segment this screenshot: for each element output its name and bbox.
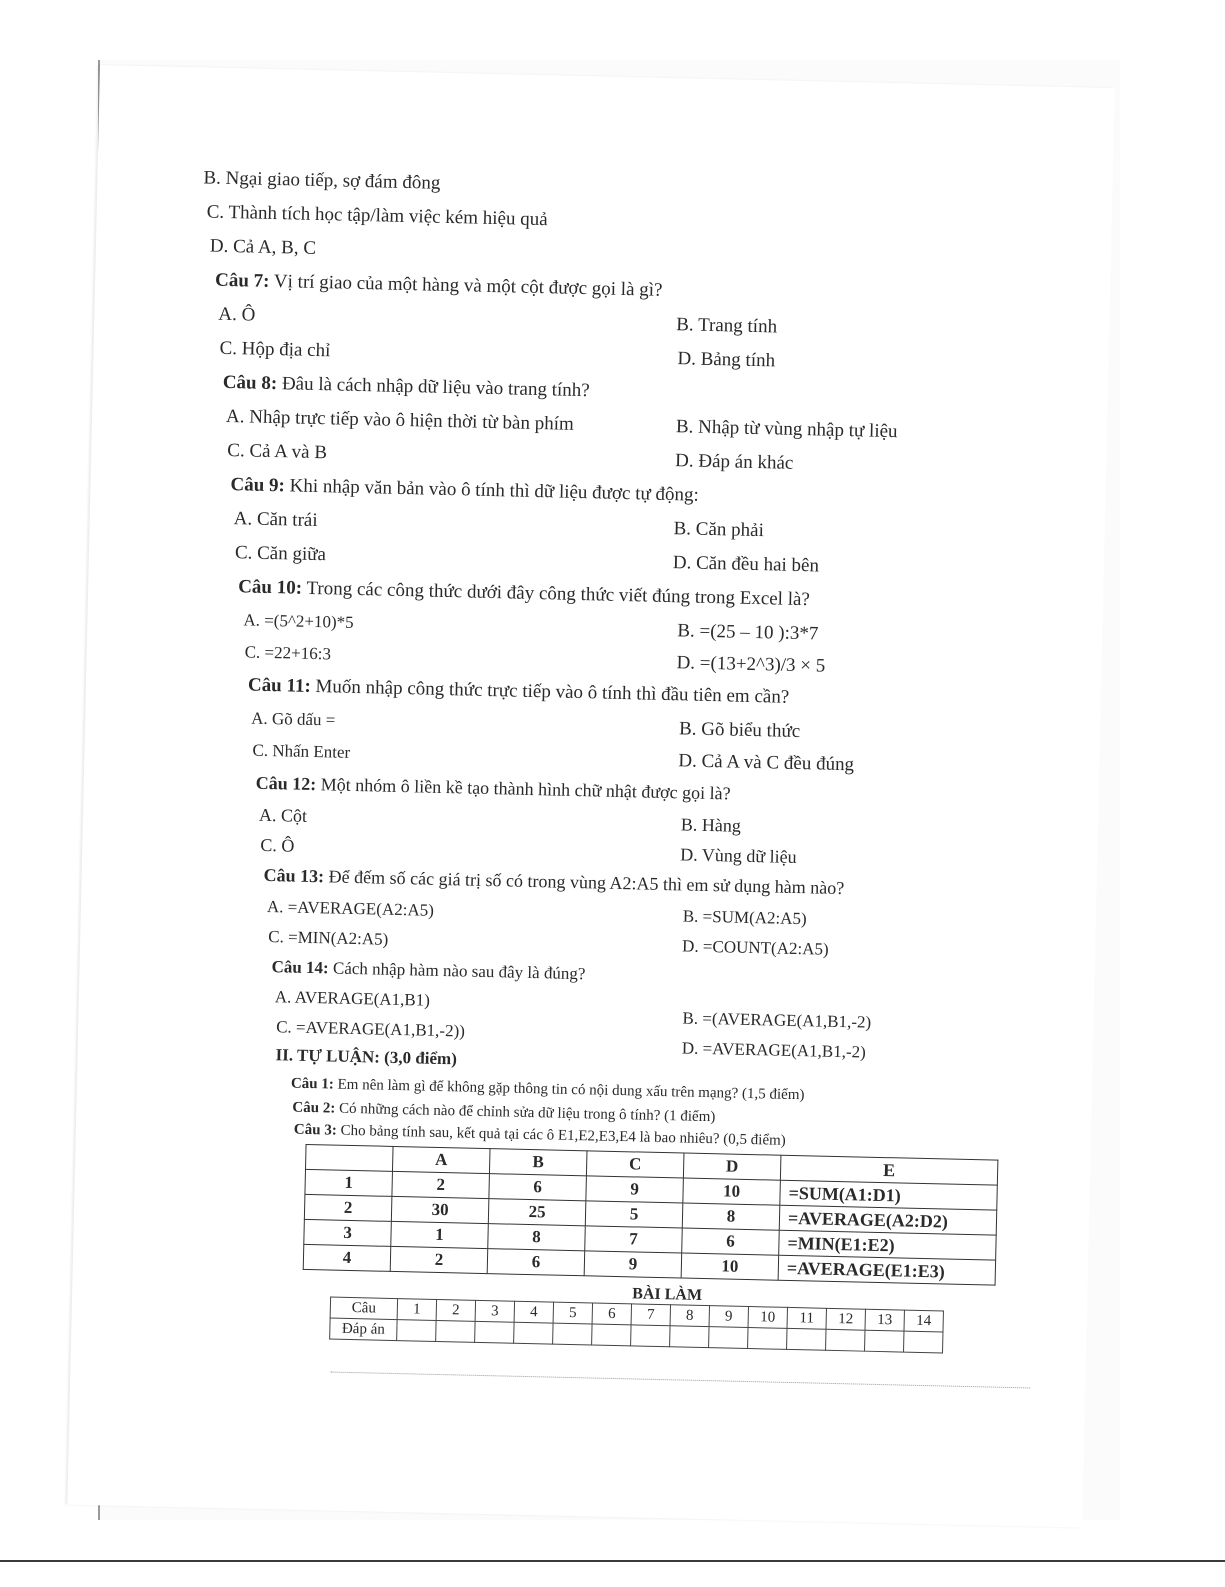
question-10-option-b: B. =(25 – 10 ):3*7 <box>677 620 819 645</box>
answer-sheet-title: BÀI LÀM <box>632 1285 703 1304</box>
essay-question-2-number: Câu 2: <box>292 1099 336 1117</box>
table-cell: 10 <box>683 1178 781 1205</box>
answer-cell <box>787 1328 826 1350</box>
question-9-option-a: A. Căn trái <box>233 508 318 532</box>
question-10-number: Câu 10: <box>237 576 303 599</box>
dotted-line <box>330 1371 1030 1389</box>
table-cell: 1 <box>305 1169 393 1196</box>
question-10-text: Trong các công thức dưới đây công thức viết đúng trong Excel là? <box>306 577 811 611</box>
table-cell: 9 <box>586 1176 684 1203</box>
question-12-text: Một nhóm ô liền kề tạo thành hình chữ nhật được gọi là? <box>320 774 731 804</box>
question-14-option-b: B. =(AVERAGE(A1,B1,-2) <box>682 1008 872 1032</box>
table-cell: =SUM(A1:D1) <box>780 1180 998 1210</box>
question-10-option-d: D. =(13+2^3)/3 × 5 <box>676 652 826 677</box>
essay-question-1 <box>291 1076 805 1105</box>
question-9 <box>230 474 699 507</box>
question-11-number: Câu 11: <box>247 674 312 697</box>
answer-cell <box>709 1327 748 1349</box>
table-header-cell: B <box>489 1149 587 1176</box>
answer-number: 7 <box>631 1304 670 1326</box>
essay-question-3-text: Cho bảng tính sau, kết quả tại các ô E1,E2,E3,E4 là bao nhiêu? (0,5 điểm) <box>340 1122 786 1149</box>
essay-question-1-number: Câu 1: <box>290 1075 335 1093</box>
question-11-option-c: C. Nhấn Enter <box>252 740 351 762</box>
question-8-number: Câu 8: <box>222 371 278 395</box>
question-8-option-b: B. Nhập từ vùng nhập tự liệu <box>675 416 898 443</box>
question-11-option-a: A. Gõ dấu = <box>251 708 336 730</box>
question-7-number: Câu 7: <box>214 269 270 292</box>
table-header-cell: D <box>683 1153 781 1180</box>
table-cell: 9 <box>584 1251 682 1278</box>
table-cell: =AVERAGE(A2:D2) <box>779 1205 997 1235</box>
question-13-option-b: B. =SUM(A2:A5) <box>682 906 807 929</box>
answer-number: 12 <box>826 1308 865 1330</box>
exam-sheet <box>67 65 1114 1528</box>
table-cell: 4 <box>303 1244 391 1271</box>
answer-cell <box>904 1331 943 1353</box>
prev-option-c: C. Thành tích học tập/làm việc kém hiệu quả <box>206 201 548 231</box>
table-cell <box>305 1144 393 1171</box>
question-12-number: Câu 12: <box>255 772 317 795</box>
answer-number: 3 <box>475 1300 514 1322</box>
answer-number: 1 <box>397 1299 436 1321</box>
table-cell: 25 <box>488 1199 586 1226</box>
question-7-option-d: D. Bảng tính <box>677 348 776 372</box>
table-cell: 3 <box>304 1219 392 1246</box>
table-cell: 6 <box>489 1174 587 1201</box>
essay-question-1-text: Em nên làm gì để không gặp thông tin có nội dung xấu trên mạng? (1,5 điểm) <box>337 1076 805 1104</box>
question-14-option-a: A. AVERAGE(A1,B1) <box>274 987 431 1010</box>
answer-cell <box>826 1329 865 1351</box>
table-cell: =MIN(E1:E2) <box>779 1230 997 1260</box>
answer-number: 4 <box>514 1301 553 1323</box>
answer-cell <box>514 1322 553 1344</box>
answer-number: 11 <box>787 1307 826 1329</box>
prev-option-d: D. Cả A, B, C <box>209 235 317 259</box>
question-12-option-d: D. Vùng dữ liệu <box>680 844 797 868</box>
question-8 <box>223 372 590 402</box>
prev-option-b: B. Ngại giao tiếp, sợ đám đông <box>203 167 441 194</box>
question-9-option-b: B. Căn phải <box>673 518 765 542</box>
question-11-option-b: B. Gõ biểu thức <box>678 718 801 743</box>
question-7-text: Vị trí giao của một hàng và một cột được gọi là gì? <box>273 271 663 301</box>
question-14 <box>271 957 585 984</box>
answer-row-label: Đáp án <box>330 1318 397 1341</box>
question-14-text: Cách nhập hàm nào sau đây là đúng? <box>332 958 586 984</box>
answer-row-label: Câu <box>330 1297 397 1320</box>
spreadsheet-table <box>303 1144 999 1286</box>
table-cell: 2 <box>390 1246 488 1273</box>
question-7 <box>215 270 663 302</box>
answer-cell <box>553 1323 592 1345</box>
answer-cell <box>748 1328 787 1350</box>
answer-sheet-table <box>329 1297 944 1354</box>
answer-number: 9 <box>709 1306 748 1328</box>
table-cell: 1 <box>391 1221 489 1248</box>
answer-cell <box>475 1321 514 1343</box>
question-9-option-c: C. Căn giữa <box>234 542 327 566</box>
answer-cell <box>670 1326 709 1348</box>
essay-heading: II. TỰ LUẬN: (3,0 điểm) <box>275 1045 458 1069</box>
question-13-option-d: D. =COUNT(A2:A5) <box>681 936 829 959</box>
table-header-cell: E <box>780 1155 998 1185</box>
scan-edge <box>0 1560 1225 1587</box>
table-cell: 10 <box>681 1253 779 1280</box>
question-7-option-c: C. Hộp địa chỉ <box>219 337 331 362</box>
question-11-text: Muốn nhập công thức trực tiếp vào ô tính thì đầu tiên em cần? <box>315 676 790 708</box>
table-cell: 6 <box>682 1228 780 1255</box>
question-14-option-d: D. =AVERAGE(A1,B1,-2) <box>681 1038 867 1062</box>
question-13 <box>263 865 844 899</box>
question-12-option-a: A. Cột <box>258 804 308 826</box>
table-header-cell: A <box>392 1146 490 1173</box>
answer-number: 8 <box>670 1305 709 1327</box>
answer-cell <box>397 1320 436 1342</box>
table-header-cell: C <box>586 1151 684 1178</box>
question-8-option-a: A. Nhập trực tiếp vào ô hiện thời từ bàn phím <box>225 405 574 435</box>
question-10-option-c: C. =22+16:3 <box>244 642 332 664</box>
question-12 <box>256 773 731 805</box>
question-8-option-d: D. Đáp án khác <box>674 450 794 474</box>
question-14-number: Câu 14: <box>271 957 329 978</box>
answer-number: 10 <box>748 1307 787 1329</box>
question-9-text: Khi nhập văn bản vào ô tính thì dữ liệu được tự động: <box>289 475 700 506</box>
question-7-option-b: B. Trang tính <box>676 314 778 338</box>
question-8-text: Đâu là cách nhập dữ liệu vào trang tính? <box>281 373 590 402</box>
essay-question-3-number: Câu 3: <box>293 1121 337 1139</box>
table-cell: 6 <box>487 1249 585 1276</box>
question-11-option-d: D. Cả A và C đều đúng <box>678 750 855 776</box>
question-7-option-a: A. Ô <box>218 303 256 326</box>
answer-cell <box>631 1325 670 1347</box>
table-cell: 30 <box>391 1196 489 1223</box>
question-9-number: Câu 9: <box>230 474 286 497</box>
question-14-option-c: C. =AVERAGE(A1,B1,-2)) <box>276 1017 466 1041</box>
answer-cell <box>436 1320 475 1342</box>
question-10 <box>238 576 810 611</box>
table-cell: =AVERAGE(E1:E3) <box>778 1255 996 1285</box>
question-10-option-a: A. =(5^2+10)*5 <box>243 610 354 632</box>
table-cell: 7 <box>585 1226 683 1253</box>
table-cell: 8 <box>488 1224 586 1251</box>
answer-number: 6 <box>592 1303 631 1325</box>
question-13-option-c: C. =MIN(A2:A5) <box>268 927 389 949</box>
table-cell: 2 <box>392 1171 490 1198</box>
table-cell: 8 <box>682 1203 780 1230</box>
question-8-option-c: C. Cả A và B <box>227 439 328 464</box>
table-cell: 2 <box>304 1194 392 1221</box>
question-12-option-c: C. Ô <box>260 834 295 856</box>
answer-cell <box>592 1324 631 1346</box>
answer-number: 13 <box>865 1309 904 1331</box>
answer-number: 5 <box>553 1302 592 1324</box>
table-cell: 5 <box>585 1201 683 1228</box>
answer-cell <box>865 1330 904 1352</box>
answer-number: 14 <box>904 1310 943 1332</box>
question-13-number: Câu 13: <box>263 864 325 887</box>
question-11 <box>248 675 790 709</box>
question-13-text: Để đếm số các giá trị số có trong vùng A2:A5 thì em sử dụng hàm nào? <box>328 866 845 899</box>
question-12-option-b: B. Hàng <box>680 814 742 836</box>
question-13-option-a: A. =AVERAGE(A2:A5) <box>266 897 435 920</box>
answer-number: 2 <box>436 1299 475 1321</box>
question-9-option-d: D. Căn đều hai bên <box>672 552 820 577</box>
essay-question-2-text: Có những cách nào để chỉnh sửa dữ liệu trong ô tính? (1 điểm) <box>338 1100 716 1126</box>
